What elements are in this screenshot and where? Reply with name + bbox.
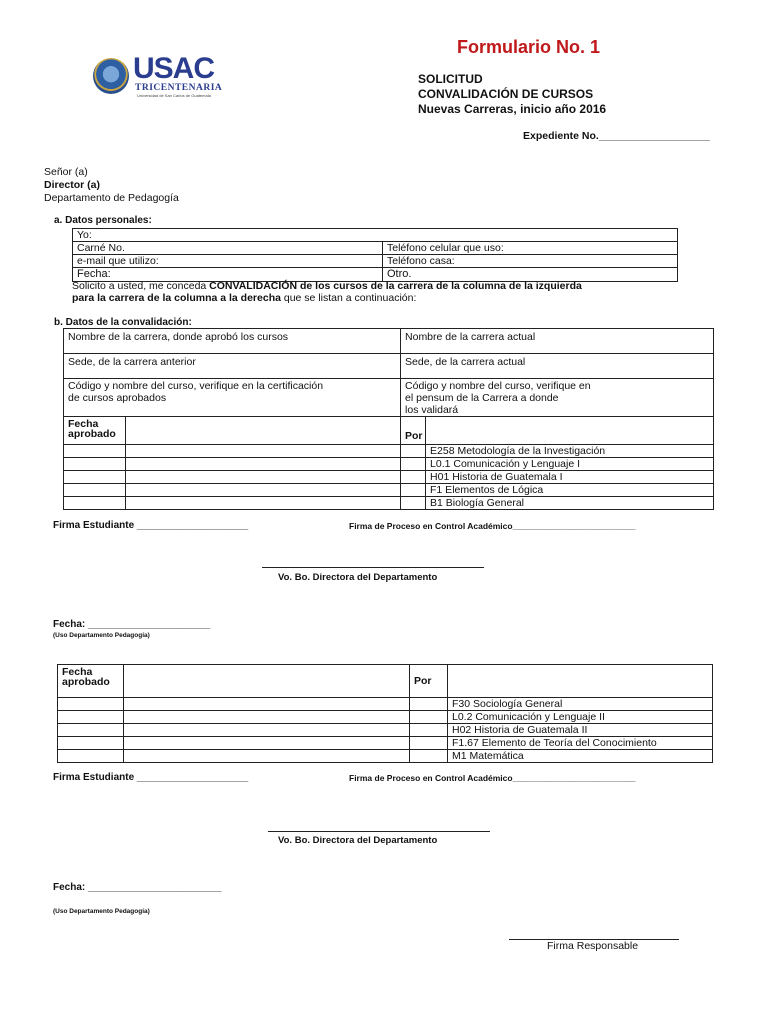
fecha-uso-1[interactable]: Fecha: ______________________ bbox=[53, 619, 211, 630]
curso-anterior-header[interactable] bbox=[126, 417, 401, 445]
fecha-aprobado-header bbox=[64, 417, 126, 445]
curso-anterior-header-2[interactable] bbox=[124, 665, 410, 698]
otro-field[interactable]: Otro. bbox=[383, 268, 678, 282]
carrera-actual-field[interactable]: Nombre de la carrera actual bbox=[401, 329, 714, 354]
uso-departamento-1: (Uso Departamento Pedagogía) bbox=[53, 632, 150, 639]
course-cell: F1 Elementos de Lógica bbox=[426, 484, 714, 497]
table-row bbox=[64, 484, 714, 497]
firma-proceso-2[interactable]: Firma de Proceso en Control Académico__________________________ bbox=[349, 773, 636, 783]
vobo-directora-2: Vo. Bo. Directora del Departamento bbox=[278, 835, 438, 846]
header-nuevas-carreras: Nuevas Carreras, inicio año 2016 bbox=[418, 102, 607, 116]
email-field[interactable]: e-mail que utilizo: bbox=[73, 255, 383, 268]
logo-subtitle: TRICENTENARIA bbox=[135, 83, 223, 93]
table-row bbox=[64, 458, 714, 471]
course-cell: M1 Matemática bbox=[448, 750, 713, 763]
firma-responsable: Firma Responsable bbox=[547, 940, 639, 952]
course-cell: H02 Historia de Guatemala II bbox=[448, 724, 713, 737]
vobo-signature-line-1 bbox=[262, 567, 484, 568]
request-text-2: que se listan a continuación: bbox=[280, 292, 417, 304]
table-row bbox=[58, 698, 713, 711]
fecha-field[interactable]: Fecha: bbox=[73, 268, 383, 282]
telefono-celular-field[interactable]: Teléfono celular que uso: bbox=[383, 242, 678, 255]
codigo-actual-line-3: los validará bbox=[405, 404, 459, 416]
firma-estudiante-1[interactable]: Firma Estudiante ____________________ bbox=[53, 520, 249, 531]
header-solicitud: SOLICITUD bbox=[418, 72, 483, 86]
course-cell: F30 Sociología General bbox=[448, 698, 713, 711]
addressee-department: Departamento de Pedagogía bbox=[44, 192, 179, 204]
table-row bbox=[58, 724, 713, 737]
course-cell: H01 Historia de Guatemala I bbox=[426, 471, 714, 484]
carne-field[interactable]: Carné No. bbox=[73, 242, 383, 255]
codigo-actual-line-1: Código y nombre del curso, verifique en bbox=[405, 380, 591, 392]
fecha-aprobado-label-1: Fecha bbox=[68, 418, 99, 430]
vobo-directora-1: Vo. Bo. Directora del Departamento bbox=[278, 572, 438, 583]
addressee-senor: Señor (a) bbox=[44, 166, 88, 178]
course-cell: F1.67 Elemento de Teoría del Conocimiento bbox=[448, 737, 713, 750]
table-row bbox=[64, 471, 714, 484]
request-text-1-bold: CONVALIDACIÓN de los cursos de la carrera de la columna de la izquierda bbox=[209, 280, 582, 292]
request-text-2-bold: para la carrera de la columna a la derecha bbox=[72, 292, 281, 304]
logo-text: USAC bbox=[133, 52, 215, 85]
codigo-actual-cell bbox=[401, 379, 714, 417]
request-line-1 bbox=[72, 280, 582, 292]
table-row bbox=[64, 497, 714, 510]
course-cell: E258 Metodología de la Investigación bbox=[426, 445, 714, 458]
fecha-aprobado-label-2: aprobado bbox=[68, 428, 116, 440]
convalidation-table-2 bbox=[57, 664, 713, 763]
por-header-2: Por bbox=[410, 665, 448, 698]
request-line-2 bbox=[72, 292, 416, 304]
university-seal-icon bbox=[93, 58, 129, 94]
request-text-1: Solicito a usted, me conceda bbox=[72, 280, 210, 292]
logo-tagline: Universidad de San Carlos de Guatemala bbox=[137, 93, 211, 98]
telefono-casa-field[interactable]: Teléfono casa: bbox=[383, 255, 678, 268]
firma-estudiante-2[interactable]: Firma Estudiante ____________________ bbox=[53, 772, 249, 783]
form-title: Formulario No. 1 bbox=[457, 37, 601, 57]
vobo-signature-line-2 bbox=[268, 831, 490, 832]
section-a-title: a. Datos personales: bbox=[54, 215, 152, 226]
curso-actual-header[interactable] bbox=[426, 417, 714, 445]
carrera-anterior-field[interactable]: Nombre de la carrera, donde aprobó los cursos bbox=[64, 329, 401, 354]
expediente-field[interactable]: Expediente No.___________________ bbox=[523, 130, 710, 142]
usac-logo bbox=[93, 52, 233, 98]
uso-departamento-2: (Uso Departamento Pedagogía) bbox=[53, 908, 150, 915]
sede-actual-field[interactable]: Sede, de la carrera actual bbox=[401, 354, 714, 379]
codigo-anterior-cell bbox=[64, 379, 401, 417]
personal-data-table bbox=[72, 228, 678, 282]
codigo-anterior-line-1: Código y nombre del curso, verifique en la certificación bbox=[68, 380, 324, 392]
table-row bbox=[58, 737, 713, 750]
por-header: Por bbox=[401, 417, 426, 445]
codigo-actual-line-2: el pensum de la Carrera a donde bbox=[405, 392, 559, 404]
course-cell: L0.2 Comunicación y Lenguaje II bbox=[448, 711, 713, 724]
header-convalidacion: CONVALIDACIÓN DE CURSOS bbox=[418, 87, 594, 101]
section-b-title: b. Datos de la convalidación: bbox=[54, 317, 192, 328]
fecha-aprobado-label-2: aprobado bbox=[62, 676, 110, 688]
convalidation-table bbox=[63, 328, 714, 510]
firma-proceso-1[interactable]: Firma de Proceso en Control Académico__________________________ bbox=[349, 521, 636, 531]
course-cell: B1 Biología General bbox=[426, 497, 714, 510]
course-cell: L0.1 Comunicación y Lenguaje I bbox=[426, 458, 714, 471]
codigo-anterior-line-2: de cursos aprobados bbox=[68, 392, 167, 404]
addressee-director: Director (a) bbox=[44, 179, 101, 191]
fecha-aprobado-header-2 bbox=[58, 665, 124, 698]
table-row bbox=[58, 711, 713, 724]
curso-actual-header-2[interactable] bbox=[448, 665, 713, 698]
table-row bbox=[58, 750, 713, 763]
yo-field[interactable]: Yo: bbox=[73, 229, 678, 242]
sede-anterior-field[interactable]: Sede, de la carrera anterior bbox=[64, 354, 401, 379]
fecha-aprobado-label-1: Fecha bbox=[62, 666, 93, 678]
fecha-uso-2[interactable]: Fecha: ________________________ bbox=[53, 882, 222, 893]
table-row bbox=[64, 445, 714, 458]
